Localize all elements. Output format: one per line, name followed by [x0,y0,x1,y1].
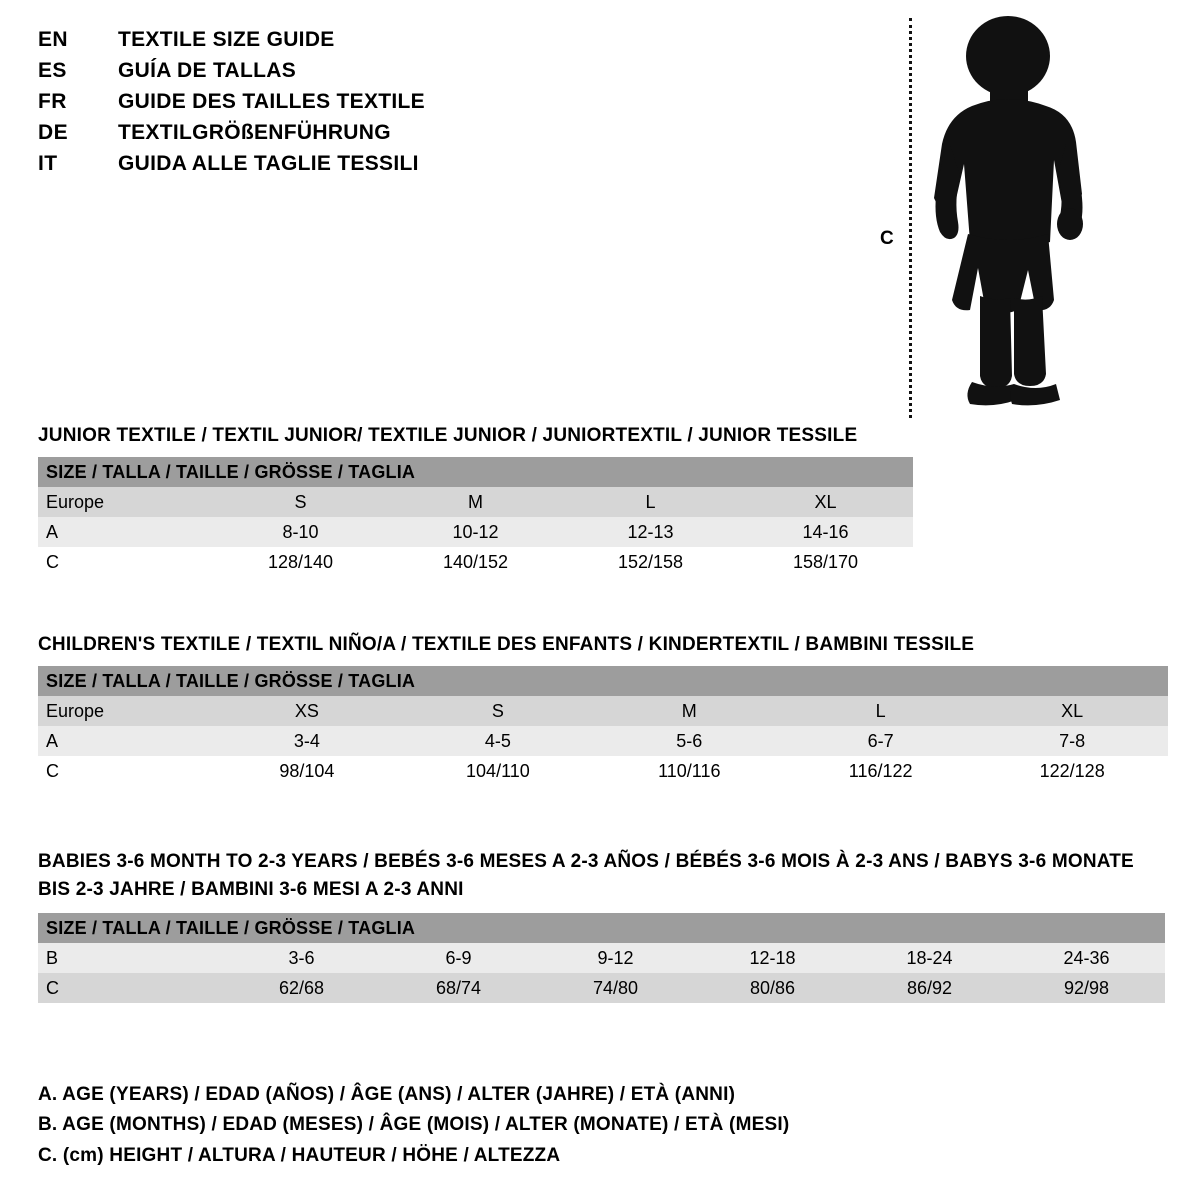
cell: 12-18 [694,943,851,973]
header-title-es: GUÍA DE TALLAS [118,59,297,82]
cell: 98/104 [212,756,403,786]
header-row-fr [38,90,738,121]
header-title-it: GUIDA ALLE TAGLIE TESSILI [118,152,419,175]
cell: 68/74 [380,973,537,1003]
cell: 10-12 [388,517,563,547]
language-code-de: DE [38,121,68,144]
cell: 5-6 [594,726,785,756]
language-code-es: ES [38,59,67,82]
cell: 62/68 [223,973,380,1003]
row-label: C [38,973,223,1003]
cell: XS [212,696,403,726]
row-label: C [38,547,213,577]
table-row [38,756,1168,786]
height-measure-line [909,18,912,418]
header-row-es [38,59,738,90]
cell: 110/116 [594,756,785,786]
section-title-junior: JUNIOR TEXTILE / TEXTIL JUNIOR/ TEXTILE JUNIOR / JUNIORTEXTIL / JUNIOR TESSILE [38,425,858,446]
band-label-babies: SIZE / TALLA / TAILLE / GRÖSSE / TAGLIA [38,913,1165,943]
table-junior [38,457,913,577]
measure-label-c: C [880,228,894,249]
header-title-de: TEXTILGRÖßENFÜHRUNG [118,121,391,144]
table-children [38,666,1168,786]
row-label: A [38,726,212,756]
cell: M [594,696,785,726]
cell: 3-6 [223,943,380,973]
cell: 24-36 [1008,943,1165,973]
cell: 6-7 [785,726,976,756]
table-row [38,696,1168,726]
header-row-en [38,28,738,59]
table-row-band-children [38,666,1168,696]
section-title-children: CHILDREN'S TEXTILE / TEXTIL NIÑO/A / TEXTILE DES ENFANTS / KINDERTEXTIL / BAMBINI TESSILE [38,634,975,655]
table-babies [38,913,1165,1003]
table-row [38,973,1165,1003]
cell: 116/122 [785,756,976,786]
band-label-children: SIZE / TALLA / TAILLE / GRÖSSE / TAGLIA [38,666,1168,696]
language-code-it: IT [38,152,58,175]
cell: 7-8 [976,726,1168,756]
cell: 3-4 [212,726,403,756]
table-row [38,517,913,547]
cell: 152/158 [563,547,738,577]
cell: S [402,696,593,726]
band-label-junior: SIZE / TALLA / TAILLE / GRÖSSE / TAGLIA [38,457,913,487]
cell: S [213,487,388,517]
cell: 12-13 [563,517,738,547]
row-label: B [38,943,223,973]
legend-item-b: B. AGE (MONTHS) / EDAD (MESES) / ÂGE (MOIS) / ALTER (MONATE) / ETÀ (MESI) [38,1114,790,1136]
cell: 14-16 [738,517,913,547]
cell: 80/86 [694,973,851,1003]
table-row [38,726,1168,756]
child-silhouette-icon [880,10,1140,420]
section-title-babies: BABIES 3-6 MONTH TO 2-3 YEARS / BEBÉS 3-6 MESES A 2-3 AÑOS / BÉBÉS 3-6 MOIS À 2-3 ANS / BABYS 3-6 MONATE BIS 2-3 JAHRE / BAMBINI 3-6 MESI A 2-3 ANNI [38,851,1134,900]
cell: M [388,487,563,517]
cell: L [563,487,738,517]
language-code-en: EN [38,28,68,51]
table-row [38,547,913,577]
cell: 140/152 [388,547,563,577]
row-label: Europe [38,487,213,517]
table-row [38,943,1165,973]
section-children [38,634,1168,786]
section-junior [38,425,1168,577]
cell: 86/92 [851,973,1008,1003]
header-title-en: TEXTILE SIZE GUIDE [118,28,335,51]
cell: 9-12 [537,943,694,973]
cell: 6-9 [380,943,537,973]
cell: 74/80 [537,973,694,1003]
cell: 92/98 [1008,973,1165,1003]
row-label: C [38,756,212,786]
cell: 18-24 [851,943,1008,973]
cell: 158/170 [738,547,913,577]
table-row [38,487,913,517]
figure-block [880,10,1140,420]
language-header [38,28,738,183]
legend-item-c: C. (cm) HEIGHT / ALTURA / HAUTEUR / HÖHE / ALTEZZA [38,1145,561,1167]
cell: 122/128 [976,756,1168,786]
cell: 4-5 [402,726,593,756]
header-row-it [38,152,738,183]
cell: 128/140 [213,547,388,577]
section-babies [38,848,1168,1003]
legend-block [38,1080,1138,1172]
cell: 104/110 [402,756,593,786]
row-label: Europe [38,696,212,726]
cell: 8-10 [213,517,388,547]
cell: L [785,696,976,726]
language-code-fr: FR [38,90,67,113]
cell: XL [976,696,1168,726]
table-row-band-junior [38,457,913,487]
header-row-de [38,121,738,152]
legend-item-a: A. AGE (YEARS) / EDAD (AÑOS) / ÂGE (ANS) / ALTER (JAHRE) / ETÀ (ANNI) [38,1083,736,1105]
row-label: A [38,517,213,547]
header-title-fr: GUIDE DES TAILLES TEXTILE [118,90,425,113]
table-row-band-babies [38,913,1165,943]
cell: XL [738,487,913,517]
